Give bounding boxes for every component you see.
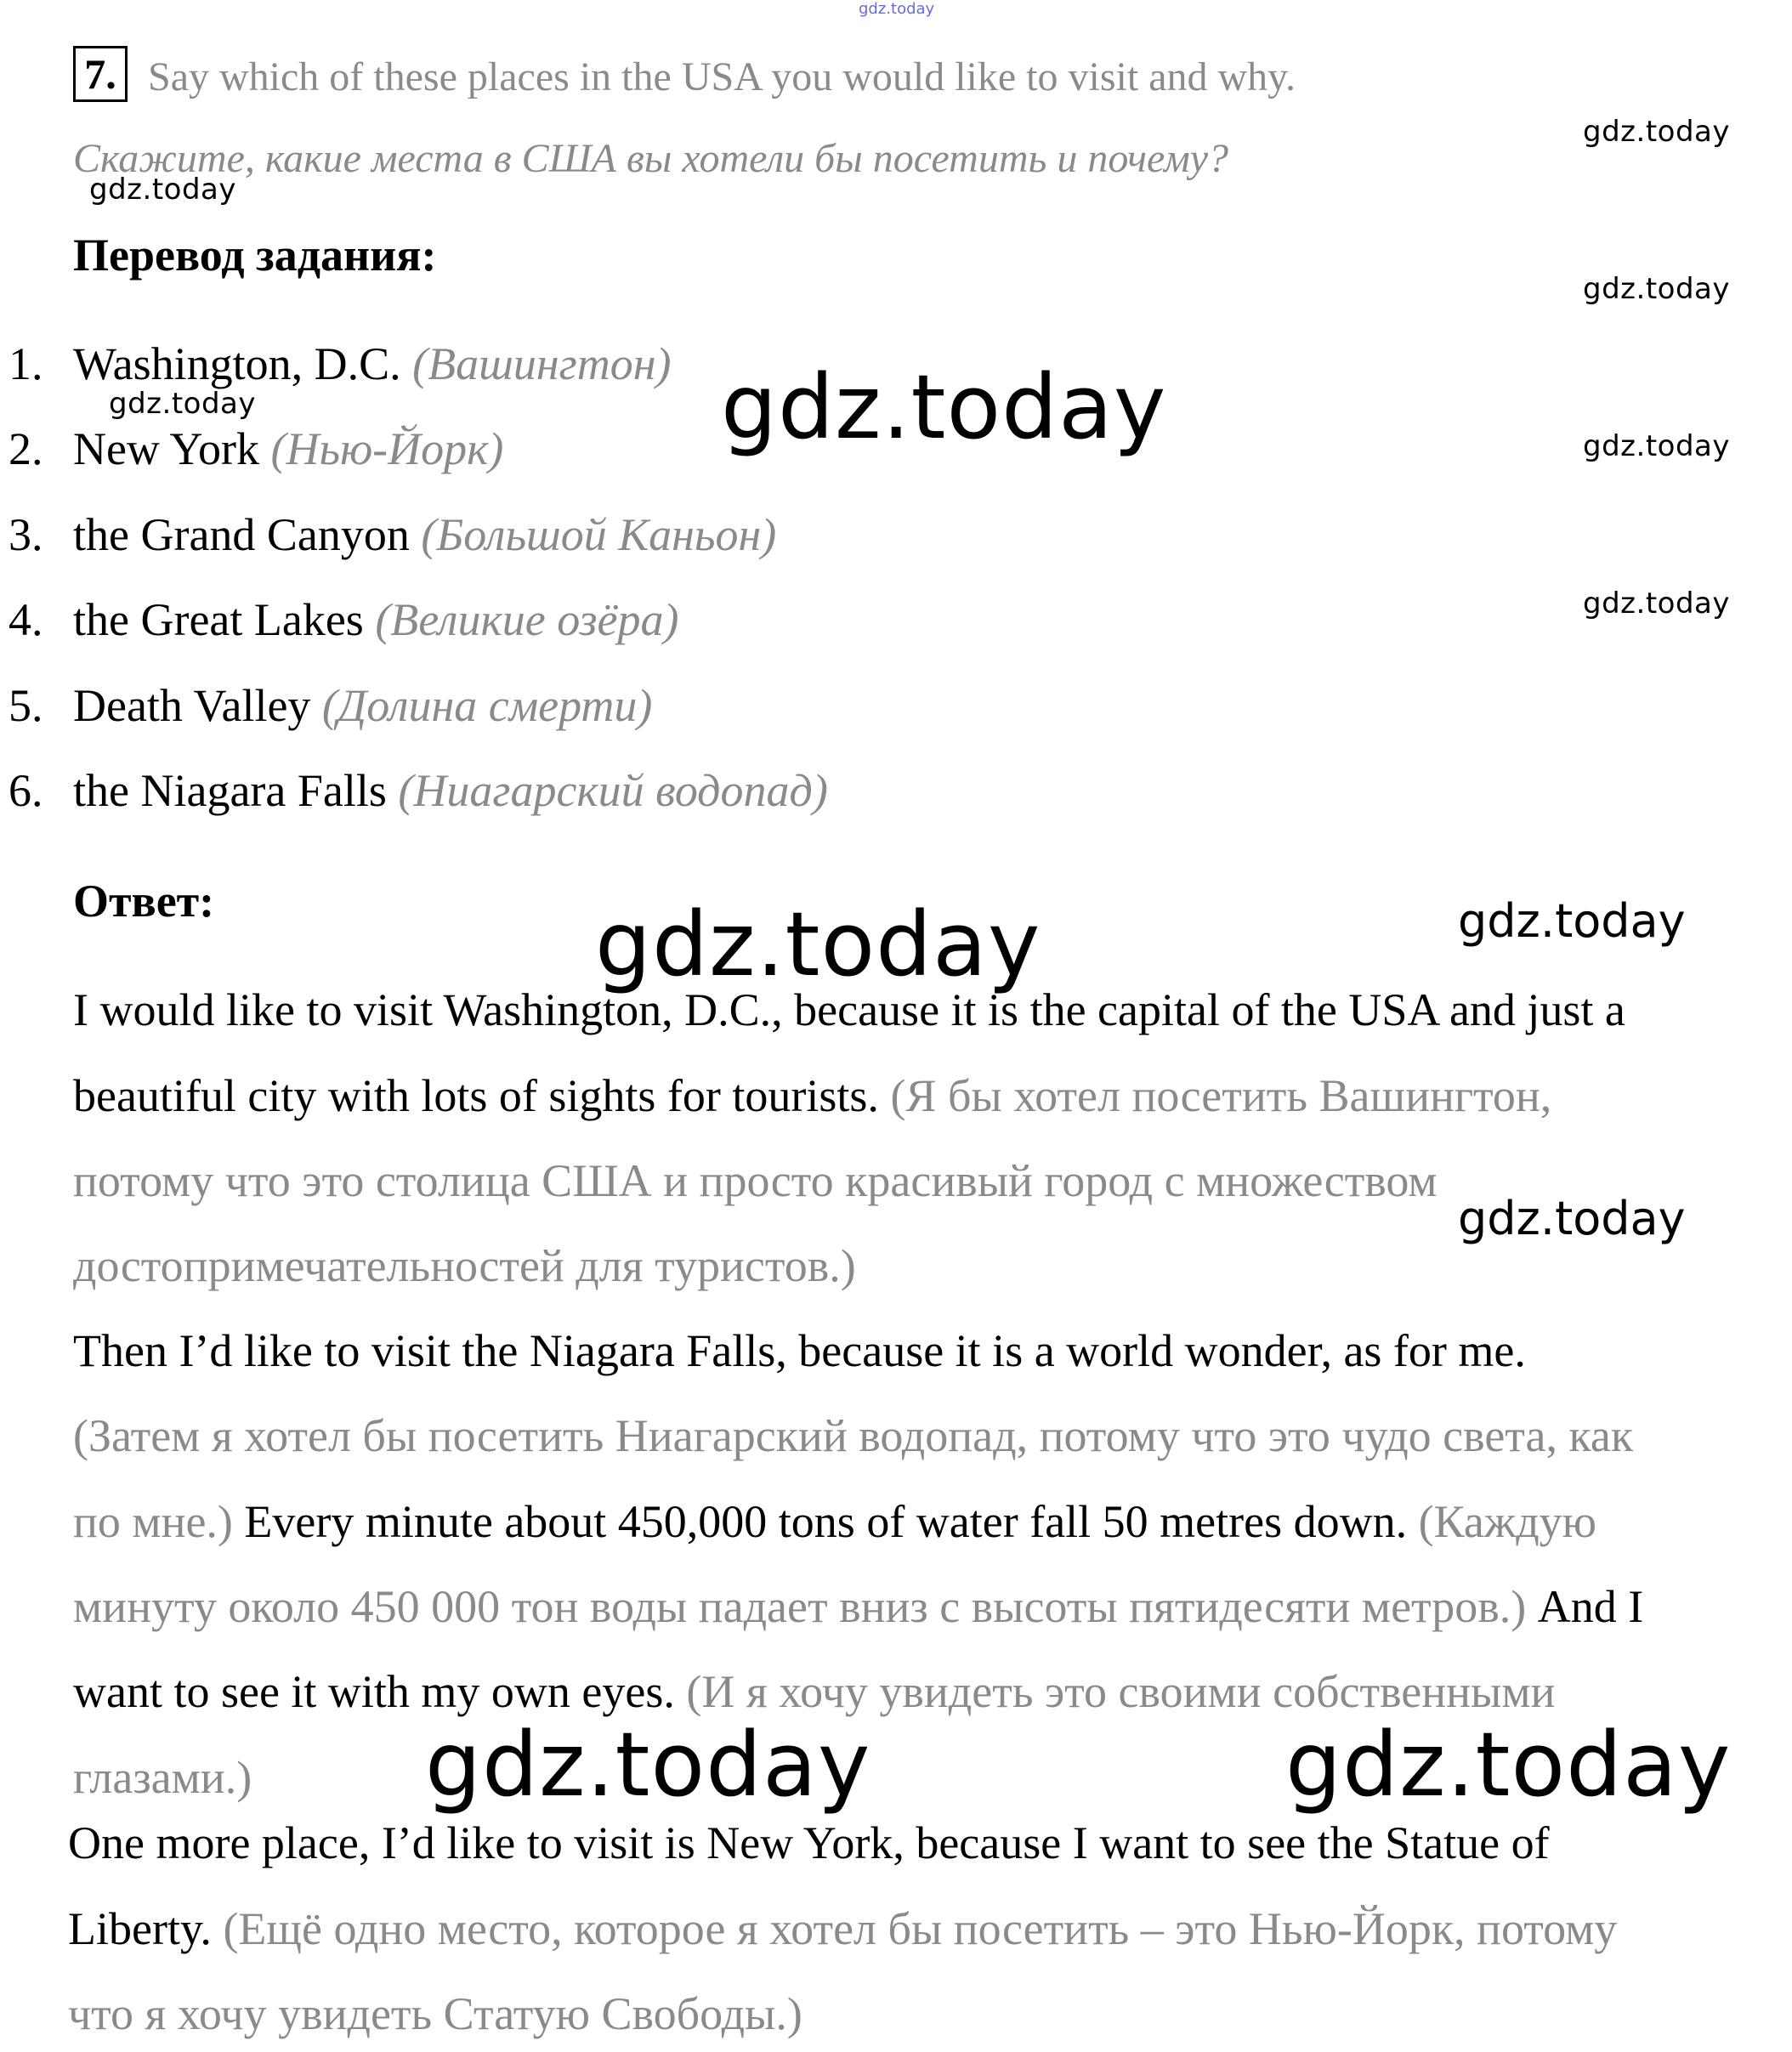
list-item-text [73, 593, 679, 646]
place-ru: (Ниагарский водопад) [398, 765, 828, 816]
answer-line [73, 1580, 1643, 1633]
answer-line [73, 983, 1625, 1036]
answer-translation: (Ещё одно место, которое я хотел бы посетить – это Нью-Йорк, потому [223, 1903, 1618, 1954]
answer-translation: глазами.) [73, 1752, 252, 1803]
task-number: 7. [73, 46, 128, 102]
translation-heading: Перевод задания: [73, 230, 437, 281]
list-number: 5. [9, 680, 43, 731]
answer-translation: (Каждую [1418, 1496, 1597, 1547]
list-item-text [73, 422, 503, 475]
watermark-top: gdz.today [859, 0, 935, 18]
instruction-en: Say which of these places in the USA you would like to visit and why. [148, 54, 1296, 99]
answer-translation: минуту около 450 000 тон воды падает вниз с высоты пятидесяти метров.) [73, 1581, 1538, 1632]
place-ru: (Долина смерти) [321, 680, 653, 731]
answer-line [68, 1817, 1550, 1869]
answer-translation: (И я хочу увидеть это своими собственными [686, 1666, 1556, 1717]
answer-text: I would like to visit Washington, D.C., because it is the capital of the USA and just a [73, 984, 1625, 1035]
place-en: the Grand Canyon [73, 509, 410, 560]
answer-text: beautiful city with lots of sights for tourists. [73, 1070, 891, 1121]
answer-translation: (Затем я хотел бы посетить Ниагарский водопад, потому что это чудо света, как [73, 1410, 1634, 1461]
list-item-text [73, 337, 672, 390]
watermark-medium: gdz.today [1458, 1192, 1686, 1245]
place-en: the Great Lakes [73, 594, 364, 645]
list-item-text [73, 679, 652, 732]
place-en: Death Valley [73, 680, 311, 731]
watermark-large: gdz.today [425, 1713, 871, 1817]
answer-translation: по мне.) [73, 1496, 245, 1547]
place-ru: (Великие озёра) [375, 594, 679, 645]
watermark: gdz.today [1583, 272, 1730, 306]
watermark-large: gdz.today [1285, 1713, 1732, 1817]
answer-text: Then I’d like to visit the Niagara Falls, because it is a world wonder, as for me. [73, 1325, 1526, 1376]
place-ru: (Большой Каньон) [421, 509, 777, 560]
answer-line [73, 1409, 1633, 1462]
watermark-medium: gdz.today [1458, 894, 1686, 948]
watermark: gdz.today [1583, 429, 1730, 463]
answer-heading: Ответ: [73, 876, 215, 927]
watermark-large: gdz.today [721, 355, 1167, 459]
watermark: gdz.today [109, 387, 256, 421]
answer-translation: потому что это столица США и просто красивый город с множеством [73, 1155, 1438, 1206]
answer-line [68, 1987, 802, 2040]
answer-text: Every minute about 450,000 tons of water fall 50 metres down. [244, 1496, 1419, 1547]
list-number: 1. [9, 338, 43, 389]
answer-line [68, 1902, 1617, 1955]
list-item-text [73, 764, 828, 817]
answer-line [73, 1751, 252, 1804]
place-en: the Niagara Falls [73, 765, 387, 816]
answer-line [73, 1239, 856, 1292]
instruction-ru: Скажите, какие места в США вы хотели бы посетить и почему? [73, 136, 1229, 181]
place-ru: (Вашингтон) [412, 338, 672, 389]
answer-translation: что я хочу увидеть Статую Свободы.) [68, 1988, 802, 2039]
answer-line [73, 1324, 1526, 1377]
answer-text: want to see it with my own eyes. [73, 1666, 687, 1717]
watermark: gdz.today [89, 173, 236, 207]
list-number: 6. [9, 765, 43, 816]
answer-line [73, 1154, 1438, 1207]
answer-line [73, 1665, 1555, 1718]
answer-text: And I [1537, 1581, 1644, 1632]
list-number: 4. [9, 594, 43, 645]
place-ru: (Нью-Йорк) [270, 423, 504, 474]
place-en: Washington, D.C. [73, 338, 401, 389]
watermark-large: gdz.today [595, 893, 1041, 996]
answer-line [73, 1495, 1596, 1548]
watermark: gdz.today [1583, 587, 1730, 621]
answer-translation: достопримечательностей для туристов.) [73, 1240, 856, 1291]
watermark: gdz.today [1583, 115, 1730, 149]
list-number: 3. [9, 509, 43, 560]
list-item-text [73, 508, 776, 561]
answer-text: Liberty. [68, 1903, 224, 1954]
list-number: 2. [9, 423, 43, 474]
answer-text: One more place, I’d like to visit is New York, because I want to see the Statue of [68, 1817, 1550, 1868]
answer-translation: (Я бы хотел посетить Вашингтон, [890, 1070, 1552, 1121]
answer-line [73, 1069, 1551, 1122]
place-en: New York [73, 423, 260, 474]
